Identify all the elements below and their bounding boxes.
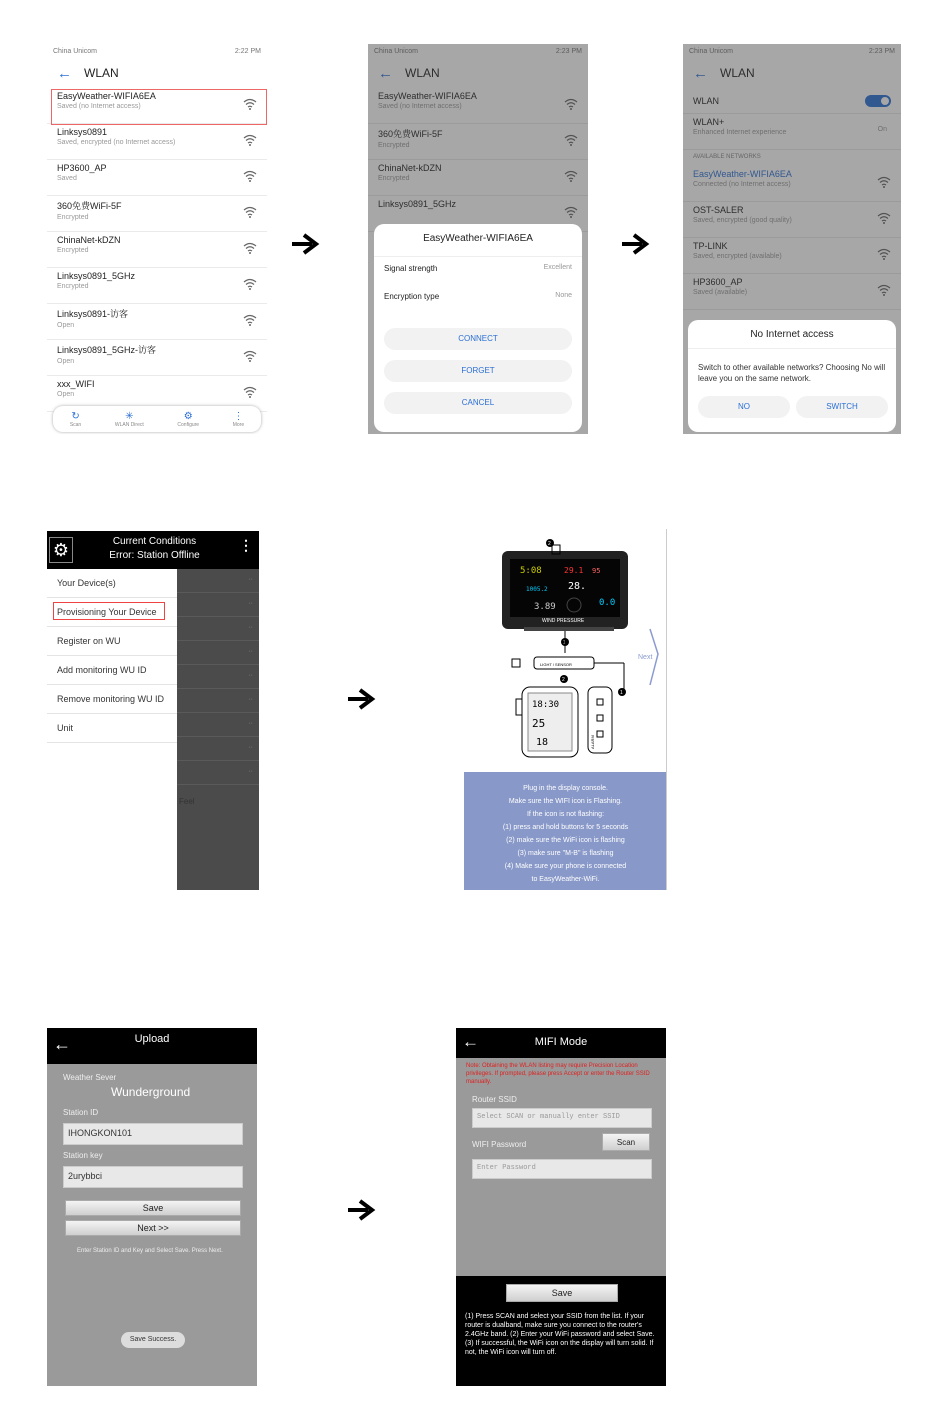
side-menu [47,569,177,743]
switch-button[interactable]: SWITCH [796,396,888,418]
instruction-line: Make sure the WIFI icon is Flashing. [508,798,623,805]
password-input[interactable]: Enter Password [472,1159,652,1179]
page-title: WLAN [405,66,440,80]
network-item[interactable] [47,268,267,304]
connect-button[interactable]: CONNECT [384,328,572,350]
network-name: ChinaNet-kDZN [57,235,121,245]
instruction-line: (2) make sure the WiFi icon is flashing [506,837,625,844]
svg-text:18:30: 18:30 [532,700,560,710]
bottom-bar [53,406,261,432]
overflow-menu-icon[interactable]: ⋮ [239,537,253,553]
clock: 2:22 PM [234,47,261,55]
network-list [47,88,267,412]
wlan-label: WLAN [693,96,720,106]
scan-button[interactable]: Scan [602,1133,650,1151]
dialog-title: No Internet access [750,329,834,340]
highlight-box [53,602,165,620]
network-item[interactable] [47,160,267,196]
server-value[interactable]: Wunderground [111,1085,191,1099]
network-status: Saved, encrypted (available) [693,253,782,260]
arrow-right-icon [620,232,654,256]
network-status: Open [57,322,75,329]
direct-icon: ✳ [125,410,134,422]
network-name: EasyWeather-WIFIA6EA [693,169,792,179]
peek-rows [177,569,259,785]
clock: 2:23 PM [868,47,895,55]
carrier: China Unicom [53,47,97,55]
svg-text:1: 1 [563,640,566,646]
screen-wlan-connect [368,44,588,434]
signal-label: Signal strength [384,264,438,273]
menu-list [47,569,177,743]
configure-label: Configure [177,421,200,428]
password-label: WIFI Password [472,1140,527,1149]
alarm-label: ALARM [590,735,595,749]
header-title: Current Conditions [112,536,197,547]
signal-value: Excellent [543,264,572,271]
wifi-signal-icon [243,278,257,290]
network-status: Encrypted [57,283,89,290]
network-status: Saved (no Internet access) [378,103,462,110]
page-title: WLAN [84,66,119,80]
screen-upload [47,1028,257,1386]
network-name: Linksys0891_5GHz [57,271,136,281]
instruction-line: (3) make sure "M-B" is flashing [517,850,614,857]
network-name: HP3600_AP [57,163,107,173]
peek-row: ·· [177,689,259,713]
network-status: Saved, encrypted (good quality) [693,217,792,224]
svg-text:1005.2: 1005.2 [526,586,548,593]
screen-app-menu [47,531,259,890]
network-name: 360免费WiFi-5F [378,129,443,139]
screen-mifi-mode [456,1028,666,1386]
encryption-value: None [555,292,572,299]
upload-header [47,1028,257,1064]
ssid-input[interactable]: Select SCAN or manually enter SSID [472,1108,652,1128]
network-name: ChinaNet-kDZN [378,163,442,173]
dark-content-peek [177,569,259,890]
page-title: WLAN [720,66,755,80]
screen-setup-instructions [464,529,667,890]
console-label: WIND PRESSURE [542,618,585,624]
menu-item[interactable]: Unit [47,714,177,743]
arrow-right-icon [346,687,380,711]
network-name: TP-LINK [693,241,728,251]
network-dialog [374,224,582,432]
network-status: Saved, encrypted (no Internet access) [57,139,176,146]
wifi-signal-icon [243,314,257,326]
instruction-line: Plug in the display console. [523,785,608,792]
network-name: EasyWeather-WIFIA6EA [378,91,477,101]
menu-item[interactable]: Register on WU [47,627,177,656]
network-name: HP3600_AP [693,277,743,287]
ssid-label: Router SSID [472,1095,517,1104]
svg-text:0.0: 0.0 [599,598,616,608]
station-key-input[interactable]: 2urybbci [63,1166,243,1188]
network-item[interactable] [47,232,267,268]
instruction-line: (4) Make sure your phone is connected [504,863,627,870]
highlight-box [51,89,267,125]
app-header [47,531,259,569]
dialog-title: EasyWeather-WIFIA6EA [423,233,533,244]
peek-label: Feel [179,797,195,806]
network-status: Encrypted [57,214,89,221]
toast-message: Save Success. [121,1332,185,1348]
cancel-button[interactable]: CANCEL [384,392,572,414]
menu-item[interactable]: Your Device(s) [47,569,177,598]
network-status: Encrypted [378,175,410,182]
mifi-header [456,1028,666,1058]
configure-button[interactable] [177,411,199,428]
page-title: Upload [134,1033,170,1045]
instruction-box [464,772,667,890]
network-item[interactable] [47,304,267,340]
menu-item[interactable]: Remove monitoring WU ID [47,685,177,714]
network-name: Linksys0891-访客 [57,309,129,319]
next-button[interactable]: Next >> [65,1220,241,1236]
menu-item[interactable]: Add monitoring WU ID [47,656,177,685]
section-header: AVAILABLE NETWORKS [693,154,761,160]
network-status: Open [57,358,75,365]
page-title: MIFI Mode [534,1036,588,1048]
instruction-line: to EasyWeather-WiFi. [531,876,600,883]
status-bar [47,44,267,58]
instruction-line: If the icon is not flashing: [526,811,605,818]
divider [374,256,582,257]
network-name: 360免费WiFi-5F [57,201,122,211]
encryption-label: Encryption type [384,292,440,301]
peek-row: ·· [177,569,259,593]
network-item[interactable] [47,124,267,160]
network-status: Open [57,391,75,398]
screen-wlan-no-internet [683,44,901,434]
note-text: Note: Obtaining the WLAN listing may require Precision Location privileges. If prompted, please press Accept or enter the Router SSID manually. [466,1063,650,1085]
network-status: Saved (available) [693,289,748,296]
network-name: EasyWeather-WIFIA6EA [57,91,156,101]
network-status: Encrypted [57,247,89,254]
dialog-body: Switch to other available networks? Choosing No will leave you on the same network. [698,363,886,383]
wifi-signal-icon [243,134,257,146]
svg-text:1: 1 [620,690,623,696]
svg-text:18: 18 [536,737,549,748]
wlan-plus-sub: Enhanced Internet experience [693,129,787,136]
station-id-label: Station ID [63,1108,99,1117]
no-button[interactable]: NO [698,396,790,418]
network-name: OST-SALER [693,205,744,215]
gear-icon: ⚙ [183,410,193,422]
svg-text:2: 2 [548,541,551,547]
sensor-label: LIGHT / SENSOR [540,662,572,667]
svg-text:3.89: 3.89 [534,602,556,612]
wifi-signal-icon [243,242,257,254]
divider [688,348,896,349]
bottom-panel [456,1276,666,1386]
back-arrow-icon[interactable]: ← [57,64,72,82]
peek-row: ·· [177,641,259,665]
peek-row: ·· [177,617,259,641]
wlan-plus-label: WLAN+ [693,117,725,127]
network-status: Saved (no Internet access) [57,103,141,110]
network-status: Connected (no Internet access) [693,181,791,188]
header [47,58,267,88]
settings-gear-icon[interactable]: ⚙ [49,537,73,563]
wifi-signal-icon [243,206,257,218]
arrow-right-icon [346,1198,380,1222]
svg-text:25: 25 [532,717,546,730]
header-error: Error: Station Offline [109,550,200,561]
menu-item[interactable]: Provisioning Your Device [47,598,177,627]
station-id-input[interactable]: IHONGKON101 [63,1123,243,1145]
no-internet-dialog [688,320,896,432]
station-key-label: Station key [63,1151,103,1160]
wlan-plus-value: On [877,126,887,133]
wifi-signal-icon [243,350,257,362]
svg-text:29.1: 29.1 [564,566,584,575]
forget-button[interactable]: FORGET [384,360,572,382]
server-label: Weather Sever [63,1073,117,1082]
network-name: Linksys0891_5GHz [378,199,457,209]
peek-row: ·· [177,713,259,737]
wlan-direct-button[interactable] [115,411,144,428]
scan-button[interactable] [70,411,81,428]
svg-text:2: 2 [562,677,565,683]
save-button[interactable]: Save [506,1284,618,1302]
back-arrow-icon[interactable]: ← [53,1034,71,1054]
scan-label: Scan [69,421,82,428]
peek-row: ·· [177,761,259,785]
back-arrow-icon[interactable]: ← [378,64,393,82]
network-name: Linksys0891 [57,127,108,137]
peek-row: ·· [177,665,259,689]
peek-row: ·· [177,737,259,761]
instruction-line: (1) press and hold buttons for 5 seconds [502,824,629,831]
wlan-direct-label: WLAN Direct [114,421,144,428]
network-name: xxx_WIFI [57,379,95,389]
network-status: Encrypted [378,142,410,149]
back-arrow-icon[interactable]: ← [462,1032,479,1051]
console-illustration [464,529,667,771]
network-item[interactable] [47,196,267,232]
carrier: China Unicom [374,47,418,55]
more-label: More [232,421,245,428]
back-arrow-icon[interactable]: ← [693,64,708,82]
instructions-text: (1) Press SCAN and select your SSID from the list. If your router is dualband, make sure you connect to the router's 2.4GHz band. (2) Enter your WiFi password and select Save. (3) If successful, the WiFi icon on the display will turn solid. If not, the WiFi icon will turn off. [465,1313,655,1356]
more-icon: ⋮ [233,410,244,422]
refresh-icon: ↻ [71,410,80,422]
next-link[interactable]: Next [638,654,653,661]
wifi-signal-icon [243,170,257,182]
svg-text:28.: 28. [568,581,587,592]
svg-text:5:08: 5:08 [520,566,542,576]
network-status: Saved [57,175,77,182]
clock: 2:23 PM [555,47,582,55]
carrier: China Unicom [689,47,733,55]
instruction-lines [464,782,667,886]
network-item[interactable] [47,340,267,376]
peek-row: ·· [177,593,259,617]
more-button[interactable] [233,411,244,428]
hint-text: Enter Station ID and Key and Select Save. Press Next. [77,1248,223,1254]
wifi-signal-icon [243,386,257,398]
save-button[interactable]: Save [65,1200,241,1216]
network-name: Linksys0891_5GHz-访客 [57,345,157,355]
arrow-right-icon [290,232,324,256]
svg-text:95: 95 [592,567,601,575]
